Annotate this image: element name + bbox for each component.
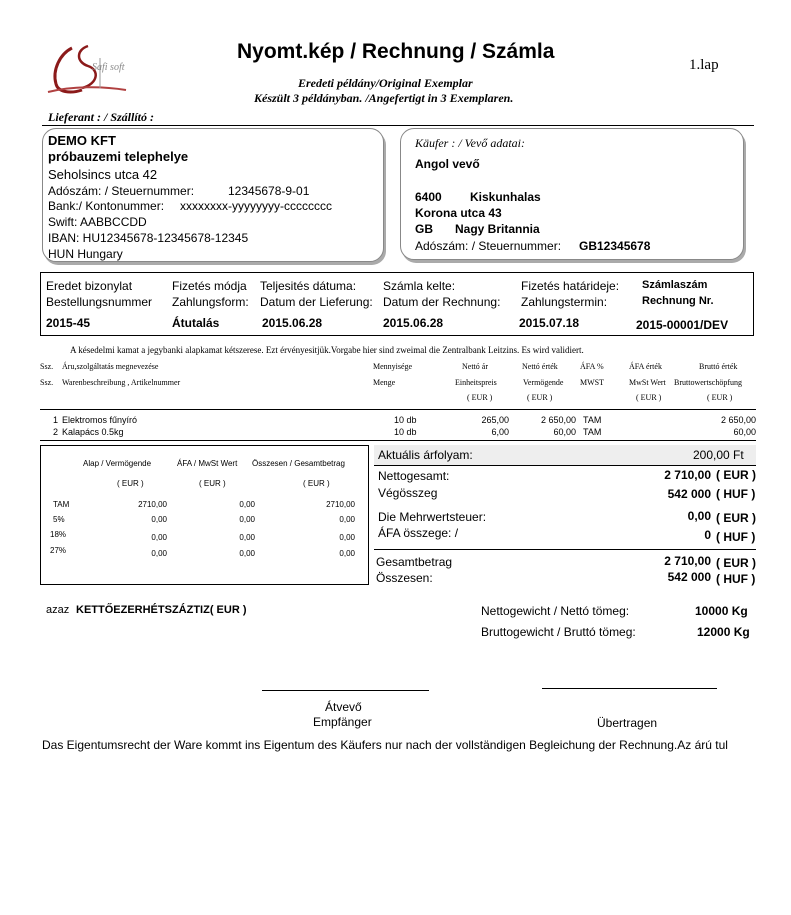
items-header-rule: [40, 409, 756, 410]
meta-issue-label2: Datum der Rechnung:: [383, 295, 501, 309]
ownership-footer: Das Eigentumsrecht der Ware kommt ins Eigentum des Käufers nur nach der vollständigen Begleichung der Rechnung.Az árú tul: [42, 738, 728, 752]
meta-number-value: 2015-00001/DEV: [636, 318, 729, 332]
supplier-name: DEMO KFT: [48, 133, 116, 148]
item-vat: TAM: [583, 427, 602, 437]
vat-total: 0,00: [339, 515, 355, 524]
buyer-city: Kiskunhalas: [470, 190, 541, 204]
item-gross: 60,00: [733, 427, 756, 437]
item-qty: 10 db: [394, 427, 417, 437]
supplier-tax-label: Adószám: / Steuernummer:: [48, 184, 195, 198]
buyer-tax-label: Adószám: / Steuernummer:: [415, 239, 562, 253]
item-no: 2: [53, 427, 59, 437]
gross-rule: [374, 549, 756, 550]
meta-order-label2: Bestellungsnummer: [46, 295, 153, 309]
items-header-desc1: Áru,szolgáltatás megnevezése: [62, 362, 159, 371]
vat-vat: 0,00: [239, 533, 255, 542]
item-name: Elektromos fűnyíró: [62, 415, 138, 425]
invoice-title: Nyomt.kép / Rechnung / Számla: [237, 40, 555, 63]
gross-weight-label: Bruttogewicht / Bruttó tömeg:: [481, 625, 636, 639]
vat-base: 0,00: [151, 515, 167, 524]
net-weight-label: Nettogewicht / Nettó tömeg:: [481, 604, 630, 618]
meta-issue-value: 2015.06.28: [383, 316, 444, 330]
receiver-label2: Empfänger: [313, 715, 372, 729]
vat-cur-total: ( EUR ): [303, 479, 330, 488]
net-total-eur: 2 710,00: [664, 468, 711, 482]
issuer-label: Übertragen: [597, 716, 658, 730]
page-number: 1.lap: [689, 57, 719, 73]
vat-vat: 0,00: [239, 515, 255, 524]
vat-total-label2: ÁFA összege: /: [378, 526, 459, 540]
items-header-vatp1: ÁFA %: [580, 362, 604, 371]
items-header-unit1: Nettó ár: [462, 362, 488, 371]
items-bottom-rule: [40, 440, 756, 441]
gross-total-label1: Gesamtbetrag: [376, 555, 453, 569]
net-total-huf-cur: ( HUF ): [716, 487, 756, 501]
supplier-bank-label: Bank:/ Kontonummer:: [48, 199, 165, 213]
vat-total: 2710,00: [326, 500, 355, 509]
item-net: 2 650,00: [540, 415, 576, 425]
vat-header-base: Alap / Vermögende: [83, 459, 152, 468]
buyer-street: Korona utca 43: [415, 206, 502, 220]
exchange-rate-rule: [374, 465, 756, 466]
item-name: Kalapács 0.5kg: [62, 427, 124, 437]
buyer-country: Nagy Britannia: [455, 222, 540, 236]
net-total-label1: Nettogesamt:: [378, 469, 450, 483]
issuer-signature-line: [542, 688, 717, 689]
late-interest-notice: A késedelmi kamat a jegybanki alapkamat kétszerese. Ezt érvényesitjük.Vorgabe hier sind zweimal die Zentralbank Leitzins. Es wird validiert.: [70, 345, 584, 355]
net-weight-value: 10000 Kg: [695, 604, 748, 618]
gross-total-eur-cur: ( EUR ): [716, 556, 756, 570]
vat-total-eur: 0,00: [687, 509, 711, 523]
meta-issue-label1: Számla kelte:: [383, 279, 456, 293]
meta-payment-label2: Zahlungsform:: [172, 295, 249, 309]
supplier-bank-value: xxxxxxxx-yyyyyyyy-cccccccc: [180, 199, 332, 213]
meta-payment-label1: Fizetés módja: [172, 279, 247, 293]
meta-delivery-value: 2015.06.28: [262, 316, 323, 330]
supplier-street: Seholsincs utca 42: [48, 167, 158, 182]
buyer-zip: 6400: [415, 190, 442, 204]
item-gross: 2 650,00: [720, 415, 756, 425]
items-header-vatv1: ÁFA érték: [629, 362, 662, 371]
supplier-label-underline: [42, 125, 754, 126]
gross-total-huf: 542 000: [667, 570, 711, 584]
item-unit: 265,00: [481, 415, 509, 425]
meta-order-value: 2015-45: [46, 316, 91, 330]
vat-base: 2710,00: [138, 500, 167, 509]
items-header-ssz1: Ssz.: [40, 362, 54, 371]
items-header-vatv2: MwSt Wert: [629, 378, 666, 387]
items-header-vatp2: MWST: [580, 378, 604, 387]
exchange-rate-label: Aktuális árfolyam:: [378, 448, 473, 462]
company-logo: [42, 40, 132, 102]
supplier-tax-value: 12345678-9-01: [228, 184, 310, 198]
gross-total-huf-cur: ( HUF ): [716, 572, 756, 586]
supplier-iban: IBAN: HU12345678-12345678-12345: [48, 231, 249, 245]
item-net: 60,00: [553, 427, 576, 437]
exchange-rate-value: 200,00 Ft: [693, 448, 744, 462]
items-header-net2: Vermögende: [523, 378, 564, 387]
vat-header-total: Összesen / Gesamtbetrag: [252, 459, 345, 468]
items-header-net3: ( EUR ): [527, 393, 553, 402]
items-header-qty1: Mennyisége: [373, 362, 413, 371]
net-total-label2: Végösszeg: [378, 486, 438, 500]
gross-total-eur: 2 710,00: [664, 554, 711, 568]
items-header-gross2: Bruttowertschöpfung: [674, 378, 742, 387]
vat-header-vat: ÁFA / MwSt Wert: [177, 459, 238, 468]
receiver-signature-line: [262, 690, 429, 691]
buyer-name: Angol vevő: [415, 157, 480, 171]
items-header-qty2: Menge: [373, 378, 396, 387]
items-header-ssz2: Ssz.: [40, 378, 54, 387]
meta-number-label2: Rechnung Nr.: [642, 295, 714, 307]
items-header-net1: Nettó érték: [522, 362, 558, 371]
items-header-unit3: ( EUR ): [467, 393, 493, 402]
items-header-unit2: Einheitspreis: [455, 378, 497, 387]
vat-total: 0,00: [339, 549, 355, 558]
vat-rate: 27%: [50, 546, 67, 555]
amount-words-prefix: azaz: [46, 604, 70, 616]
vat-vat: 0,00: [239, 549, 255, 558]
vat-rate: 5%: [53, 515, 65, 524]
items-header-gross1: Bruttó érték: [699, 362, 738, 371]
meta-due-label2: Zahlungstermin:: [521, 295, 608, 309]
meta-delivery-label1: Teljesités dátuma:: [260, 279, 357, 293]
items-header-gross3: ( EUR ): [707, 393, 733, 402]
gross-total-label2: Összesen:: [376, 571, 433, 585]
meta-payment-value: Átutalás: [172, 316, 220, 330]
vat-cur-base: ( EUR ): [117, 479, 144, 488]
items-header-vatv3: ( EUR ): [636, 393, 662, 402]
supplier-site: próbauzemi telephelye: [48, 149, 189, 164]
vat-vat: 0,00: [239, 500, 255, 509]
items-header-desc2: Warenbeschreibung , Artikelnummer: [62, 378, 181, 387]
net-total-eur-cur: ( EUR ): [716, 468, 756, 482]
receiver-label1: Átvevő: [325, 700, 362, 714]
gross-weight-value: 12000 Kg: [697, 625, 750, 639]
net-total-huf: 542 000: [667, 487, 711, 501]
supplier-country: HUN Hungary: [48, 247, 123, 261]
vat-total-huf-cur: ( HUF ): [716, 530, 756, 544]
supplier-label: Lieferant : / Szállító :: [48, 110, 154, 124]
supplier-swift: Swift: AABBCCDD: [48, 215, 147, 229]
vat-cur-vat: ( EUR ): [199, 479, 226, 488]
logo-letters: Safi soft: [92, 62, 125, 73]
vat-total-label1: Die Mehrwertsteuer:: [378, 510, 487, 524]
meta-due-label1: Fizetés határideje:: [521, 279, 620, 293]
subtitle-copies: Készült 3 példányban. /Angefertigt in 3 Exemplaren.: [254, 91, 514, 105]
vat-base: 0,00: [151, 549, 167, 558]
meta-number-label1: Számlaszám: [642, 279, 708, 291]
meta-due-value: 2015.07.18: [519, 316, 580, 330]
item-qty: 10 db: [394, 415, 417, 425]
amount-words-value: KETTŐEZERHÉTSZÁZTIZ( EUR ): [76, 604, 247, 616]
vat-total-eur-cur: ( EUR ): [716, 511, 756, 525]
buyer-label: Käufer : / Vevő adatai:: [415, 136, 525, 150]
vat-rate: TAM: [53, 500, 70, 509]
vat-total: 0,00: [339, 533, 355, 542]
subtitle-original: Eredeti példány/Original Exemplar: [298, 76, 473, 90]
item-no: 1: [53, 415, 59, 425]
item-vat: TAM: [583, 415, 602, 425]
meta-delivery-label2: Datum der Lieferung:: [260, 295, 373, 309]
vat-base: 0,00: [151, 533, 167, 542]
buyer-tax-value: GB12345678: [579, 239, 651, 253]
meta-order-label1: Eredet bizonylat: [46, 279, 133, 293]
vat-rate: 18%: [50, 530, 67, 539]
vat-total-huf: 0: [704, 528, 711, 542]
item-unit: 6,00: [491, 427, 509, 437]
buyer-country-code: GB: [415, 222, 433, 236]
